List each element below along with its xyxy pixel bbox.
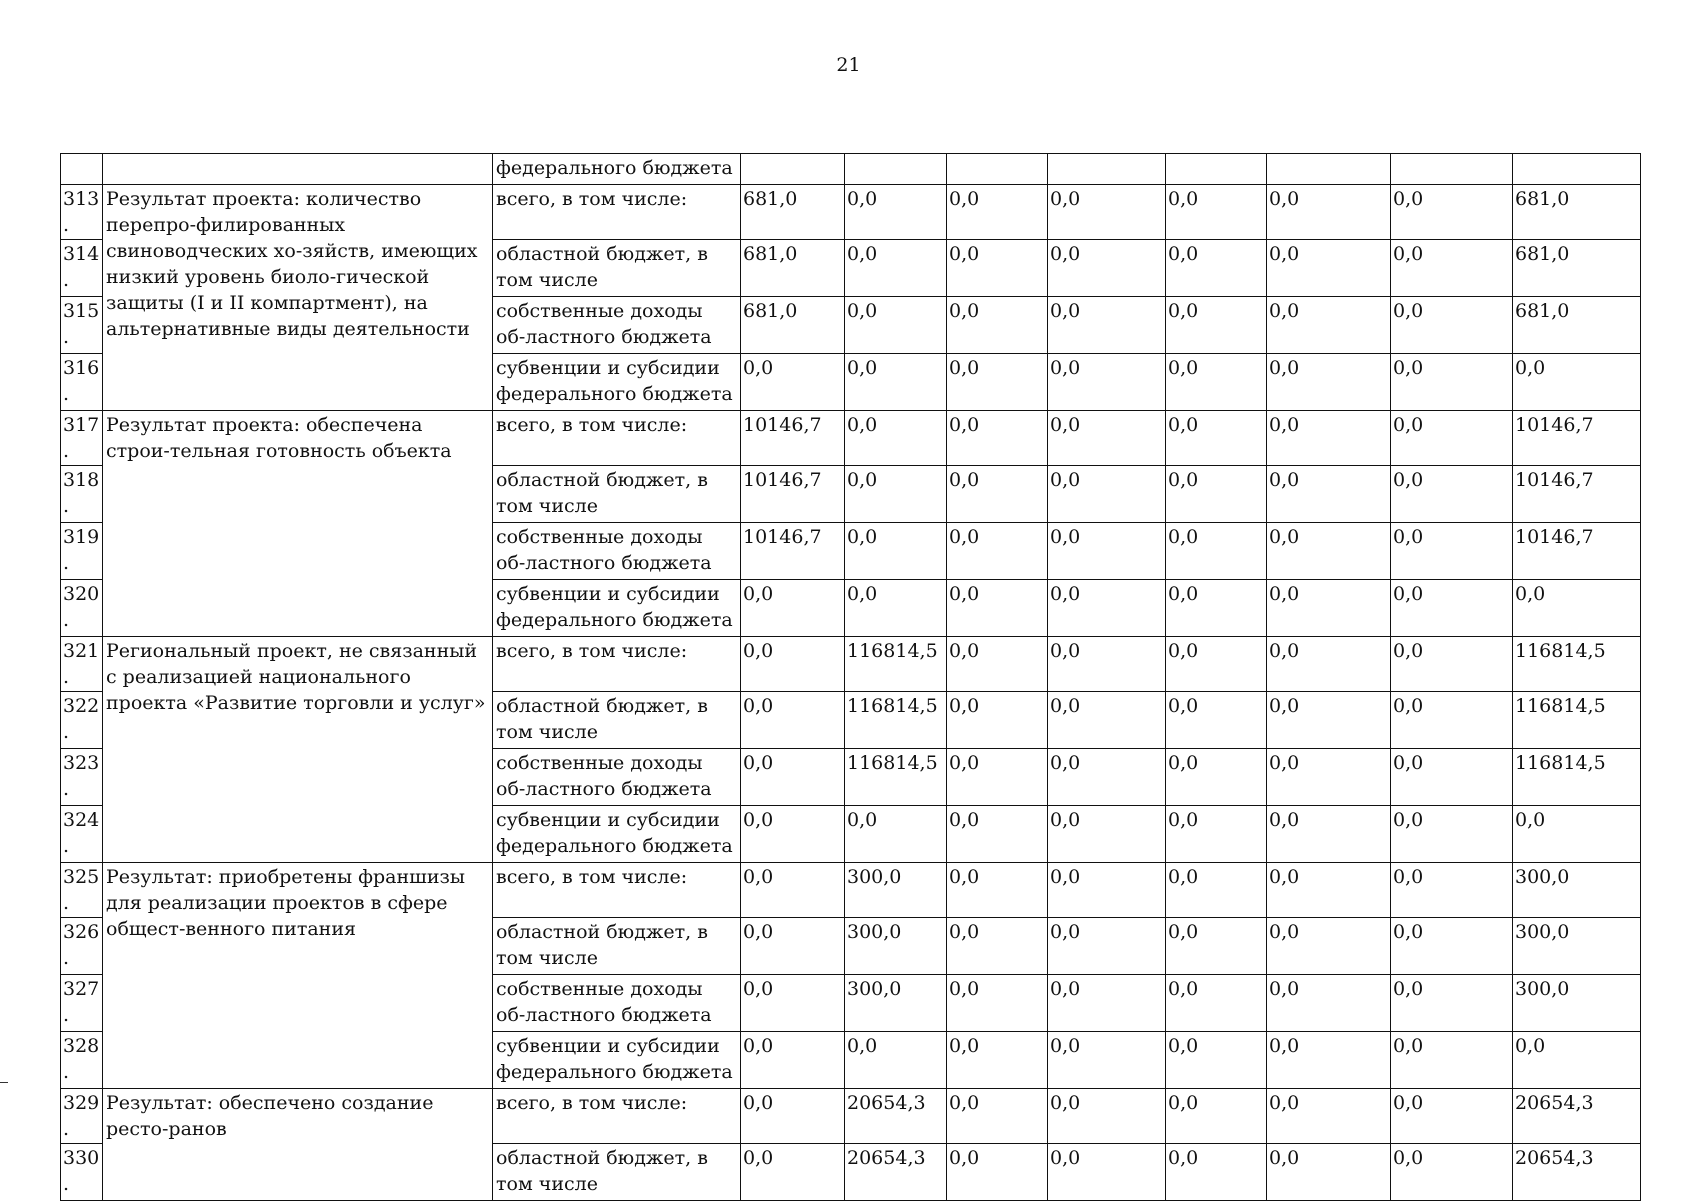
value-cell: 0,0	[845, 297, 947, 354]
value-cell: 300,0	[1513, 975, 1641, 1032]
value-cell: 300,0	[845, 975, 947, 1032]
value-cell: 0,0	[1391, 185, 1513, 240]
value-cell	[1267, 154, 1391, 185]
value-cell: 0,0	[1513, 354, 1641, 411]
value-cell: 300,0	[1513, 863, 1641, 918]
value-cell: 300,0	[845, 863, 947, 918]
value-cell: 0,0	[1267, 466, 1391, 523]
value-cell: 0,0	[1048, 411, 1166, 466]
funding-source-cell: субвенции и субсидии федерального бюджета	[493, 1032, 741, 1089]
value-cell: 0,0	[1048, 185, 1166, 240]
value-cell: 20654,3	[1513, 1144, 1641, 1201]
value-cell: 0,0	[1513, 806, 1641, 863]
value-cell: 0,0	[1048, 1032, 1166, 1089]
page-number: 21	[836, 54, 861, 76]
value-cell: 0,0	[1391, 354, 1513, 411]
value-cell: 116814,5	[845, 637, 947, 692]
value-cell: 0,0	[741, 637, 845, 692]
value-cell: 0,0	[947, 749, 1048, 806]
value-cell: 0,0	[947, 466, 1048, 523]
value-cell: 0,0	[947, 1089, 1048, 1144]
value-cell: 0,0	[1166, 863, 1267, 918]
value-cell: 0,0	[1166, 240, 1267, 297]
value-cell: 0,0	[1166, 1144, 1267, 1201]
value-cell: 0,0	[947, 185, 1048, 240]
funding-source-cell: всего, в том числе:	[493, 863, 741, 918]
value-cell: 681,0	[1513, 297, 1641, 354]
value-cell: 0,0	[1048, 354, 1166, 411]
value-cell: 0,0	[1391, 240, 1513, 297]
value-cell: 0,0	[947, 692, 1048, 749]
value-cell: 300,0	[1513, 918, 1641, 975]
value-cell: 0,0	[1166, 637, 1267, 692]
value-cell: 10146,7	[1513, 523, 1641, 580]
value-cell: 116814,5	[1513, 749, 1641, 806]
value-cell: 0,0	[1166, 918, 1267, 975]
value-cell	[1166, 154, 1267, 185]
value-cell: 0,0	[845, 240, 947, 297]
value-cell: 0,0	[947, 523, 1048, 580]
value-cell: 10146,7	[741, 523, 845, 580]
value-cell: 0,0	[1267, 1089, 1391, 1144]
value-cell: 0,0	[1391, 1089, 1513, 1144]
value-cell: 0,0	[741, 692, 845, 749]
value-cell: 0,0	[1391, 1032, 1513, 1089]
value-cell: 0,0	[741, 580, 845, 637]
table-row	[61, 185, 1641, 240]
row-number-cell	[61, 154, 103, 185]
value-cell	[741, 154, 845, 185]
value-cell: 0,0	[947, 1032, 1048, 1089]
value-cell: 0,0	[947, 580, 1048, 637]
table-body	[61, 154, 1641, 1201]
value-cell: 0,0	[1391, 580, 1513, 637]
value-cell: 0,0	[1391, 918, 1513, 975]
value-cell: 0,0	[1267, 1144, 1391, 1201]
value-cell: 0,0	[741, 863, 845, 918]
description-cell: Результат проекта: количество перепро-филированных свиноводческих хо-зяйств, имеющих низкий уровень биоло-гической защиты (I и II компартмент), на альтернативные виды деятельности	[103, 185, 493, 411]
scan-edge-mark	[0, 1082, 8, 1083]
value-cell: 116814,5	[845, 692, 947, 749]
table-row	[61, 1089, 1641, 1144]
value-cell: 20654,3	[845, 1144, 947, 1201]
value-cell: 116814,5	[845, 749, 947, 806]
value-cell: 0,0	[1267, 297, 1391, 354]
row-number-cell: 323.	[61, 749, 103, 806]
description-cell: Результат: обеспечено создание ресто-ранов	[103, 1089, 493, 1201]
table-row	[61, 637, 1641, 692]
value-cell: 0,0	[947, 806, 1048, 863]
table-row	[61, 411, 1641, 466]
value-cell: 300,0	[845, 918, 947, 975]
value-cell: 0,0	[1166, 466, 1267, 523]
description-cell	[103, 154, 493, 185]
value-cell: 116814,5	[1513, 637, 1641, 692]
row-number-cell: 324.	[61, 806, 103, 863]
value-cell: 0,0	[1391, 466, 1513, 523]
value-cell: 0,0	[947, 637, 1048, 692]
funding-source-cell: субвенции и субсидии федерального бюджета	[493, 806, 741, 863]
funding-source-cell: собственные доходы об-ластного бюджета	[493, 749, 741, 806]
value-cell: 0,0	[1267, 240, 1391, 297]
funding-source-cell: всего, в том числе:	[493, 1089, 741, 1144]
value-cell: 0,0	[845, 185, 947, 240]
value-cell: 0,0	[1391, 1144, 1513, 1201]
funding-source-cell: областной бюджет, в том числе	[493, 466, 741, 523]
value-cell: 0,0	[1048, 863, 1166, 918]
value-cell: 0,0	[947, 975, 1048, 1032]
funding-source-cell: субвенции и субсидии федерального бюджета	[493, 354, 741, 411]
value-cell: 0,0	[741, 806, 845, 863]
value-cell: 0,0	[947, 297, 1048, 354]
value-cell: 0,0	[947, 863, 1048, 918]
funding-source-cell: областной бюджет, в том числе	[493, 1144, 741, 1201]
value-cell: 0,0	[845, 466, 947, 523]
value-cell: 0,0	[845, 354, 947, 411]
value-cell: 0,0	[845, 1032, 947, 1089]
value-cell: 0,0	[1267, 185, 1391, 240]
value-cell: 681,0	[1513, 240, 1641, 297]
value-cell: 0,0	[1267, 975, 1391, 1032]
description-cell: Региональный проект, не связанный с реализацией национального проекта «Развитие торговли и услуг»	[103, 637, 493, 863]
value-cell: 0,0	[845, 411, 947, 466]
funding-source-cell: областной бюджет, в том числе	[493, 918, 741, 975]
funding-source-cell: областной бюджет, в том числе	[493, 240, 741, 297]
value-cell: 0,0	[947, 354, 1048, 411]
row-number-cell: 321.	[61, 637, 103, 692]
continuation-row	[61, 154, 1641, 185]
value-cell: 0,0	[1166, 749, 1267, 806]
row-number-cell: 314.	[61, 240, 103, 297]
value-cell: 0,0	[1166, 580, 1267, 637]
value-cell: 0,0	[1391, 749, 1513, 806]
funding-source-cell: областной бюджет, в том числе	[493, 692, 741, 749]
value-cell: 0,0	[1267, 354, 1391, 411]
value-cell: 0,0	[1267, 806, 1391, 863]
value-cell: 0,0	[1166, 975, 1267, 1032]
row-number-cell: 316.	[61, 354, 103, 411]
description-cell: Результат: приобретены франшизы для реализации проектов в сфере общест-венного питания	[103, 863, 493, 1089]
value-cell: 0,0	[1267, 580, 1391, 637]
value-cell: 0,0	[741, 749, 845, 806]
funding-source-cell: всего, в том числе:	[493, 185, 741, 240]
budget-table	[60, 153, 1641, 1201]
value-cell: 0,0	[1048, 297, 1166, 354]
funding-source-cell: всего, в том числе:	[493, 637, 741, 692]
value-cell: 0,0	[1391, 411, 1513, 466]
value-cell: 20654,3	[845, 1089, 947, 1144]
value-cell: 0,0	[1048, 749, 1166, 806]
value-cell: 0,0	[947, 240, 1048, 297]
funding-source-cell: собственные доходы об-ластного бюджета	[493, 975, 741, 1032]
value-cell: 0,0	[1048, 466, 1166, 523]
value-cell: 10146,7	[1513, 466, 1641, 523]
value-cell: 0,0	[1048, 975, 1166, 1032]
value-cell: 0,0	[1391, 637, 1513, 692]
value-cell: 681,0	[1513, 185, 1641, 240]
funding-source-cell: собственные доходы об-ластного бюджета	[493, 297, 741, 354]
funding-source-cell: всего, в том числе:	[493, 411, 741, 466]
value-cell: 0,0	[1166, 1089, 1267, 1144]
value-cell: 0,0	[1267, 692, 1391, 749]
value-cell: 0,0	[1048, 1144, 1166, 1201]
value-cell: 0,0	[1391, 523, 1513, 580]
value-cell	[1048, 154, 1166, 185]
funding-source-cell: федерального бюджета	[493, 154, 741, 185]
value-cell: 681,0	[741, 297, 845, 354]
value-cell: 0,0	[1048, 580, 1166, 637]
value-cell: 0,0	[1391, 863, 1513, 918]
value-cell: 0,0	[1267, 749, 1391, 806]
funding-source-cell: субвенции и субсидии федерального бюджета	[493, 580, 741, 637]
value-cell: 0,0	[1166, 354, 1267, 411]
row-number-cell: 326.	[61, 918, 103, 975]
funding-source-cell: собственные доходы об-ластного бюджета	[493, 523, 741, 580]
row-number-cell: 327.	[61, 975, 103, 1032]
value-cell: 0,0	[741, 354, 845, 411]
value-cell: 0,0	[741, 1089, 845, 1144]
value-cell: 0,0	[1166, 1032, 1267, 1089]
row-number-cell: 315.	[61, 297, 103, 354]
row-number-cell: 318.	[61, 466, 103, 523]
value-cell: 0,0	[1048, 1089, 1166, 1144]
value-cell: 0,0	[845, 580, 947, 637]
value-cell: 0,0	[845, 806, 947, 863]
value-cell: 0,0	[1166, 411, 1267, 466]
value-cell: 0,0	[1267, 863, 1391, 918]
value-cell: 0,0	[1267, 918, 1391, 975]
row-number-cell: 329.	[61, 1089, 103, 1144]
row-number-cell: 320.	[61, 580, 103, 637]
value-cell: 0,0	[1166, 806, 1267, 863]
value-cell: 0,0	[1166, 297, 1267, 354]
value-cell: 0,0	[1267, 1032, 1391, 1089]
table-row	[61, 863, 1641, 918]
value-cell: 0,0	[741, 1144, 845, 1201]
value-cell: 10146,7	[741, 466, 845, 523]
value-cell	[1391, 154, 1513, 185]
value-cell: 0,0	[1048, 240, 1166, 297]
value-cell: 20654,3	[1513, 1089, 1641, 1144]
value-cell: 0,0	[1513, 1032, 1641, 1089]
value-cell: 0,0	[1166, 185, 1267, 240]
value-cell: 0,0	[1048, 637, 1166, 692]
row-number-cell: 317.	[61, 411, 103, 466]
value-cell: 10146,7	[741, 411, 845, 466]
value-cell: 0,0	[845, 523, 947, 580]
value-cell: 0,0	[1267, 411, 1391, 466]
row-number-cell: 313.	[61, 185, 103, 240]
value-cell: 0,0	[1513, 580, 1641, 637]
value-cell: 0,0	[1391, 806, 1513, 863]
value-cell	[845, 154, 947, 185]
value-cell: 0,0	[1267, 523, 1391, 580]
value-cell: 681,0	[741, 240, 845, 297]
row-number-cell: 319.	[61, 523, 103, 580]
value-cell: 0,0	[1391, 692, 1513, 749]
value-cell: 0,0	[947, 411, 1048, 466]
value-cell: 0,0	[1267, 637, 1391, 692]
value-cell: 116814,5	[1513, 692, 1641, 749]
value-cell: 0,0	[947, 918, 1048, 975]
value-cell: 0,0	[947, 1144, 1048, 1201]
description-cell: Результат проекта: обеспечена строи-тельная готовность объекта	[103, 411, 493, 637]
value-cell	[947, 154, 1048, 185]
row-number-cell: 325.	[61, 863, 103, 918]
value-cell: 0,0	[741, 918, 845, 975]
row-number-cell: 330.	[61, 1144, 103, 1201]
value-cell: 0,0	[1166, 692, 1267, 749]
row-number-cell: 322.	[61, 692, 103, 749]
value-cell: 0,0	[741, 1032, 845, 1089]
value-cell: 0,0	[1166, 523, 1267, 580]
value-cell: 0,0	[1048, 692, 1166, 749]
value-cell: 0,0	[1391, 297, 1513, 354]
value-cell: 681,0	[741, 185, 845, 240]
value-cell: 0,0	[741, 975, 845, 1032]
value-cell: 0,0	[1391, 975, 1513, 1032]
row-number-cell: 328.	[61, 1032, 103, 1089]
value-cell: 10146,7	[1513, 411, 1641, 466]
value-cell: 0,0	[1048, 806, 1166, 863]
value-cell	[1513, 154, 1641, 185]
value-cell: 0,0	[1048, 918, 1166, 975]
value-cell: 0,0	[1048, 523, 1166, 580]
